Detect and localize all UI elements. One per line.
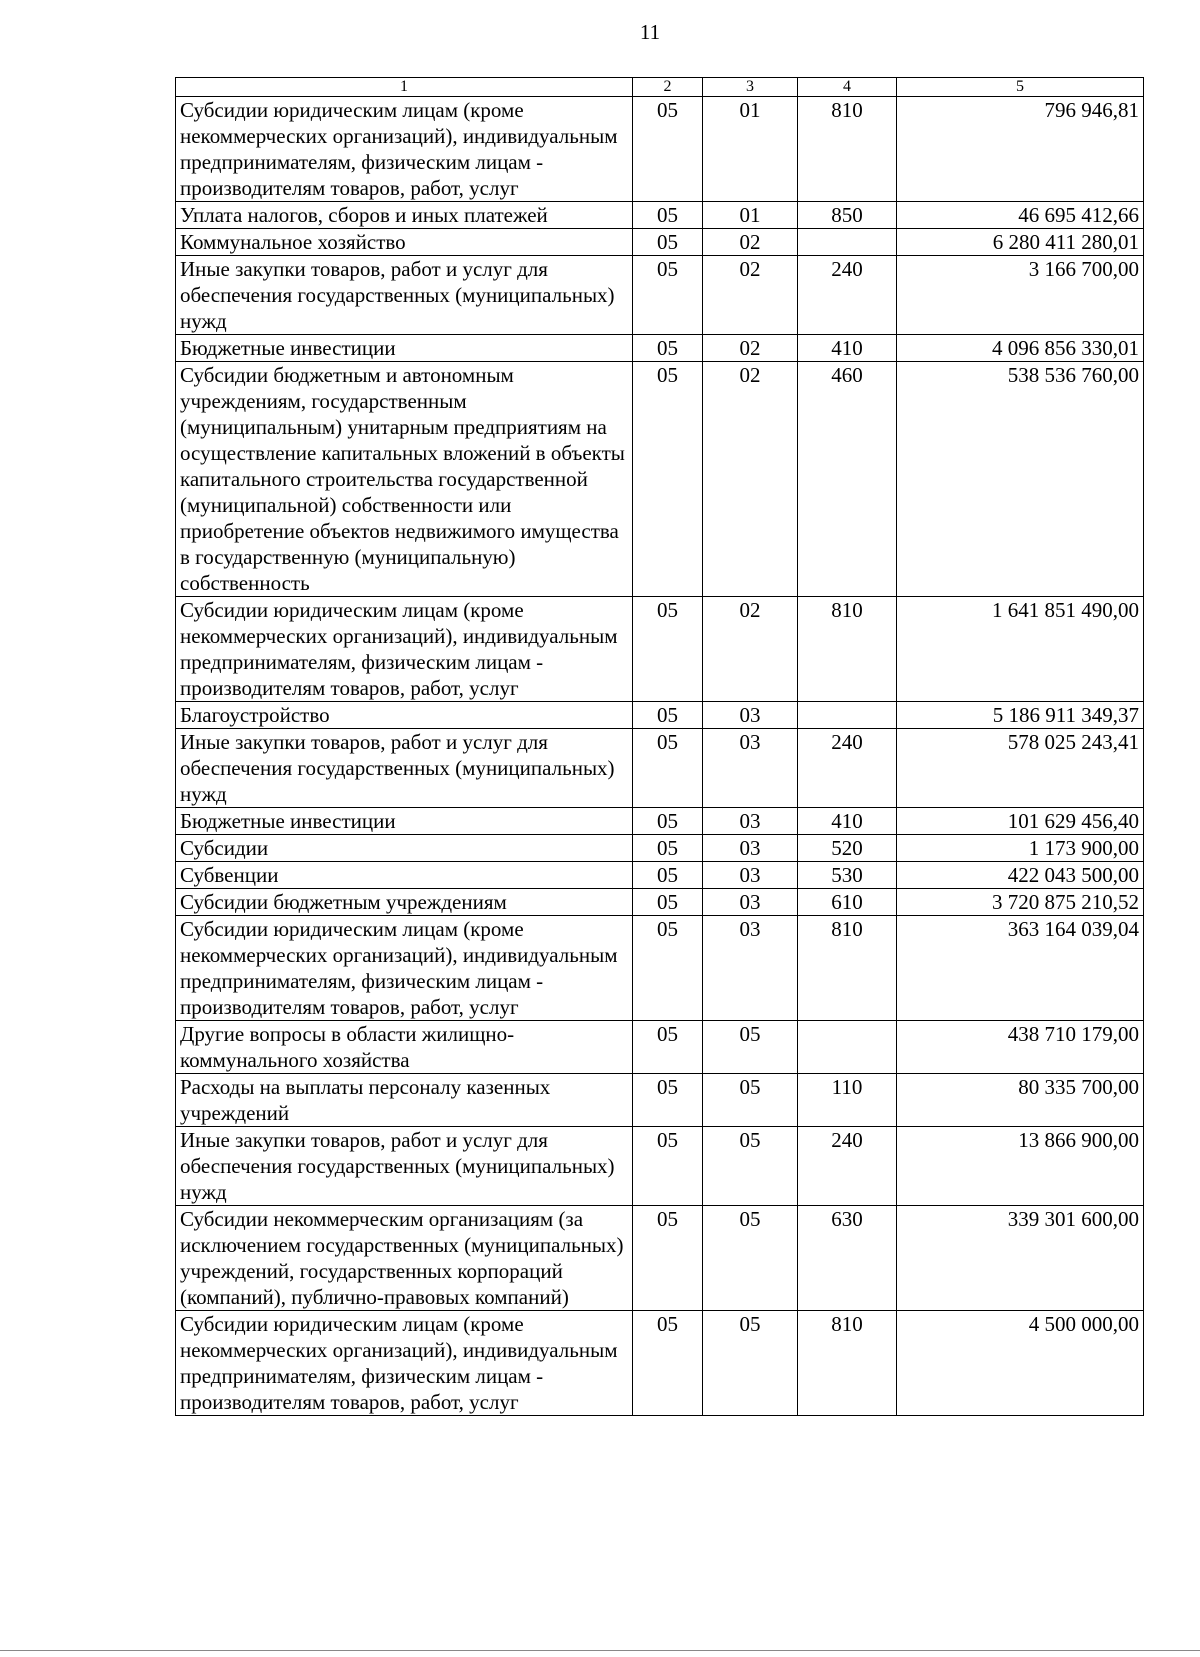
row-amount: 578 025 243,41: [897, 729, 1144, 808]
row-subsection: 03: [703, 916, 798, 1021]
header-col-1: 1: [176, 78, 633, 97]
table-row: [176, 862, 1144, 889]
page-bottom-divider: [0, 1650, 1200, 1651]
row-name: Иные закупки товаров, работ и услуг для обеспечения государственных (муниципальных) нужд: [176, 256, 633, 335]
row-amount: 1 173 900,00: [897, 835, 1144, 862]
table-row: [176, 808, 1144, 835]
row-expense-type: 630: [798, 1206, 897, 1311]
row-expense-type: 410: [798, 808, 897, 835]
table-row: [176, 1127, 1144, 1206]
row-amount: 796 946,81: [897, 97, 1144, 202]
row-amount: 6 280 411 280,01: [897, 229, 1144, 256]
row-name: Субсидии юридическим лицам (кроме некоммерческих организаций), индивидуальным предпринимателям, физическим лицам - производителям товаров, работ, услуг: [176, 597, 633, 702]
row-subsection: 02: [703, 256, 798, 335]
row-name: Расходы на выплаты персоналу казенных учреждений: [176, 1074, 633, 1127]
row-expense-type: 810: [798, 97, 897, 202]
row-section: 05: [633, 1127, 703, 1206]
row-name: Бюджетные инвестиции: [176, 335, 633, 362]
row-section: 05: [633, 916, 703, 1021]
header-row: [176, 78, 1144, 97]
row-amount: 80 335 700,00: [897, 1074, 1144, 1127]
row-name: Субсидии: [176, 835, 633, 862]
row-amount: 4 500 000,00: [897, 1311, 1144, 1416]
row-name: Иные закупки товаров, работ и услуг для обеспечения государственных (муниципальных) нужд: [176, 1127, 633, 1206]
row-subsection: 01: [703, 97, 798, 202]
row-section: 05: [633, 362, 703, 597]
row-expense-type: 240: [798, 1127, 897, 1206]
row-subsection: 05: [703, 1127, 798, 1206]
row-subsection: 03: [703, 702, 798, 729]
table-row: [176, 335, 1144, 362]
row-section: 05: [633, 256, 703, 335]
table-row: [176, 229, 1144, 256]
row-name: Субсидии бюджетным и автономным учреждениям, государственным (муниципальным) унитарным предприятиям на осуществление капитальных вложений в объекты капитального строительства государственной (муниципальной) собственности или приобретение объектов недвижимого имущества в государственную (муниципальную) собственность: [176, 362, 633, 597]
row-name: Субсидии юридическим лицам (кроме некоммерческих организаций), индивидуальным предпринимателям, физическим лицам - производителям товаров, работ, услуг: [176, 97, 633, 202]
row-expense-type: [798, 229, 897, 256]
row-expense-type: 810: [798, 597, 897, 702]
row-subsection: 02: [703, 229, 798, 256]
header-col-4: 4: [798, 78, 897, 97]
table-row: [176, 729, 1144, 808]
row-name: Иные закупки товаров, работ и услуг для обеспечения государственных (муниципальных) нужд: [176, 729, 633, 808]
row-amount: 3 720 875 210,52: [897, 889, 1144, 916]
row-name: Субвенции: [176, 862, 633, 889]
row-expense-type: 810: [798, 1311, 897, 1416]
row-expense-type: 610: [798, 889, 897, 916]
table-row: [176, 597, 1144, 702]
row-subsection: 02: [703, 362, 798, 597]
row-subsection: 05: [703, 1206, 798, 1311]
row-expense-type: 240: [798, 256, 897, 335]
page-number: 11: [639, 20, 661, 44]
row-amount: 3 166 700,00: [897, 256, 1144, 335]
row-expense-type: 520: [798, 835, 897, 862]
table-row: [176, 835, 1144, 862]
table-row: [176, 889, 1144, 916]
row-amount: 538 536 760,00: [897, 362, 1144, 597]
row-section: 05: [633, 1311, 703, 1416]
row-amount: 13 866 900,00: [897, 1127, 1144, 1206]
row-name: Субсидии бюджетным учреждениям: [176, 889, 633, 916]
header-col-2: 2: [633, 78, 703, 97]
row-name: Субсидии юридическим лицам (кроме некоммерческих организаций), индивидуальным предпринимателям, физическим лицам - производителям товаров, работ, услуг: [176, 1311, 633, 1416]
table-row: [176, 97, 1144, 202]
header-col-3: 3: [703, 78, 798, 97]
row-subsection: 02: [703, 335, 798, 362]
row-section: 05: [633, 889, 703, 916]
row-section: 05: [633, 202, 703, 229]
row-expense-type: 110: [798, 1074, 897, 1127]
table-row: [176, 916, 1144, 1021]
table-row: [176, 256, 1144, 335]
row-subsection: 03: [703, 862, 798, 889]
row-name: Коммунальное хозяйство: [176, 229, 633, 256]
row-expense-type: [798, 1021, 897, 1074]
row-subsection: 03: [703, 729, 798, 808]
row-name: Субсидии некоммерческим организациям (за исключением государственных (муниципальных) учреждений, государственных корпораций (компаний), публично-правовых компаний): [176, 1206, 633, 1311]
row-subsection: 05: [703, 1311, 798, 1416]
row-amount: 363 164 039,04: [897, 916, 1144, 1021]
row-subsection: 02: [703, 597, 798, 702]
row-subsection: 05: [703, 1074, 798, 1127]
row-section: 05: [633, 1206, 703, 1311]
row-subsection: 03: [703, 835, 798, 862]
row-amount: 339 301 600,00: [897, 1206, 1144, 1311]
row-expense-type: 460: [798, 362, 897, 597]
row-name: Уплата налогов, сборов и иных платежей: [176, 202, 633, 229]
table-row: [176, 362, 1144, 597]
row-amount: 1 641 851 490,00: [897, 597, 1144, 702]
header-col-5: 5: [897, 78, 1144, 97]
row-expense-type: 850: [798, 202, 897, 229]
row-expense-type: 240: [798, 729, 897, 808]
table-row: [176, 1206, 1144, 1311]
row-expense-type: 530: [798, 862, 897, 889]
table-row: [176, 1021, 1144, 1074]
row-expense-type: 810: [798, 916, 897, 1021]
row-amount: 4 096 856 330,01: [897, 335, 1144, 362]
row-name: Другие вопросы в области жилищно-коммунального хозяйства: [176, 1021, 633, 1074]
row-expense-type: [798, 702, 897, 729]
table-row: [176, 1074, 1144, 1127]
row-section: 05: [633, 597, 703, 702]
row-amount: 438 710 179,00: [897, 1021, 1144, 1074]
row-subsection: 03: [703, 889, 798, 916]
row-name: Бюджетные инвестиции: [176, 808, 633, 835]
row-section: 05: [633, 229, 703, 256]
row-amount: 422 043 500,00: [897, 862, 1144, 889]
row-expense-type: 410: [798, 335, 897, 362]
row-section: 05: [633, 702, 703, 729]
table-row: [176, 202, 1144, 229]
row-section: 05: [633, 97, 703, 202]
table-row: [176, 1311, 1144, 1416]
row-section: 05: [633, 808, 703, 835]
row-name: Благоустройство: [176, 702, 633, 729]
row-amount: 5 186 911 349,37: [897, 702, 1144, 729]
row-name: Субсидии юридическим лицам (кроме некоммерческих организаций), индивидуальным предпринимателям, физическим лицам - производителям товаров, работ, услуг: [176, 916, 633, 1021]
row-amount: 46 695 412,66: [897, 202, 1144, 229]
row-section: 05: [633, 835, 703, 862]
row-subsection: 01: [703, 202, 798, 229]
row-section: 05: [633, 862, 703, 889]
row-section: 05: [633, 1074, 703, 1127]
row-section: 05: [633, 1021, 703, 1074]
table-row: [176, 702, 1144, 729]
budget-table: [175, 77, 1144, 1416]
row-section: 05: [633, 335, 703, 362]
row-subsection: 03: [703, 808, 798, 835]
row-subsection: 05: [703, 1021, 798, 1074]
row-section: 05: [633, 729, 703, 808]
row-amount: 101 629 456,40: [897, 808, 1144, 835]
